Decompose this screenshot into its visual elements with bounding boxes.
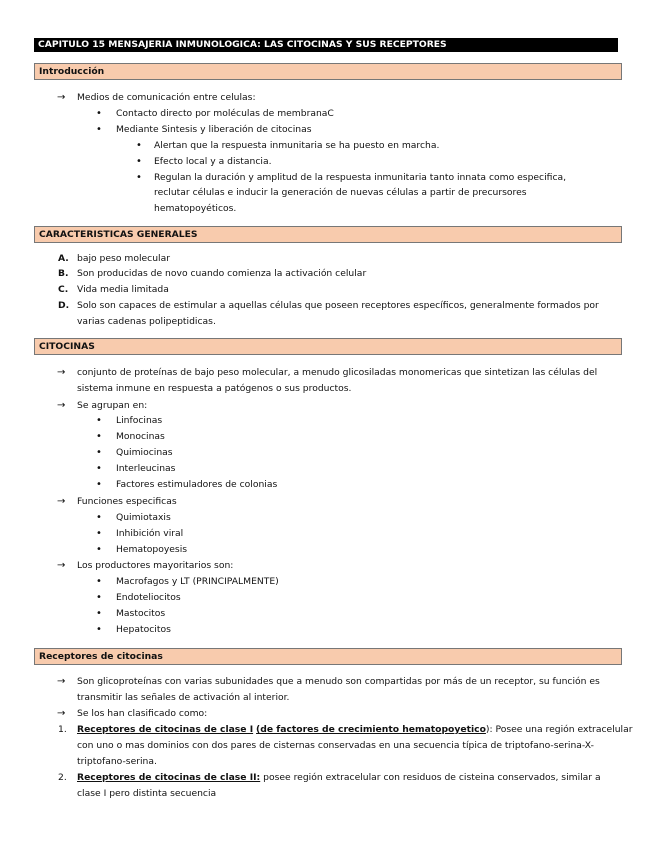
list-item: Hematopoyesis: [116, 544, 188, 555]
bullet-icon: •: [96, 528, 102, 539]
bullet-icon: •: [136, 156, 142, 167]
arrow-icon: →: [57, 92, 66, 103]
citocinas-definition: sistema inmune en respuesta a patógenos o sus productos.: [77, 383, 352, 394]
receptores-line: transmitir las señales de activación al interior.: [77, 692, 290, 703]
receptor-class-1-title: Receptores de citocinas de clase I: [77, 724, 254, 735]
bullet-icon: •: [96, 463, 102, 474]
section-header-citocinas: CITOCINAS: [34, 338, 622, 355]
bullet-icon: •: [96, 544, 102, 555]
citocinas-line: Funciones especificas: [77, 496, 177, 507]
list-item: Quimiocinas: [116, 447, 173, 458]
list-item: Macrofagos y LT (PRINCIPALMENTE): [116, 576, 279, 587]
bullet-icon: •: [96, 479, 102, 490]
bullet-icon: •: [96, 124, 102, 135]
bullet-icon: •: [96, 431, 102, 442]
bullet-icon: •: [136, 140, 142, 151]
receptor-class-1: [77, 724, 633, 736]
bullet-icon: •: [96, 415, 102, 426]
receptor-class-2-text: posee región extracelular con residuos de cisteina conservados, similar a: [260, 772, 601, 783]
list-item: Vida media limitada: [77, 284, 169, 295]
citocinas-definition: conjunto de proteínas de bajo peso molecular, a menudo glicosiladas monomericas que sintetizan las células del: [77, 367, 598, 378]
list-item-continuation: varias cadenas polipeptidicas.: [77, 316, 216, 327]
intro-line: Alertan que la respuesta inmunitaria se ha puesto en marcha.: [154, 140, 440, 151]
list-item: Inhibición viral: [116, 528, 184, 539]
citocinas-line: Se agrupan en:: [77, 400, 148, 411]
arrow-icon: →: [57, 676, 66, 687]
intro-line: Contacto directo por moléculas de membranaC: [116, 108, 334, 119]
arrow-icon: →: [57, 400, 66, 411]
section-header-receptores: Receptores de citocinas: [34, 648, 622, 665]
receptor-class-1-text: con uno o mas dominios con dos pares de cisternas conservadas en una secuencia típica de triptofano-serina-X-: [77, 740, 594, 751]
list-number: 1.: [58, 724, 67, 735]
section-header-caracteristicas: CARACTERISTICAS GENERALES: [34, 226, 622, 243]
arrow-icon: →: [57, 496, 66, 507]
list-marker: D.: [58, 300, 70, 311]
receptores-line: Son glicoproteínas con varias subunidades que a menudo son compartidas por más de un receptor, su función es: [77, 676, 600, 687]
receptor-class-1-subtitle: (de factores de crecimiento hematopoyetico: [256, 724, 486, 735]
bullet-icon: •: [96, 108, 102, 119]
list-item: Mastocitos: [116, 608, 166, 619]
list-item: Monocinas: [116, 431, 165, 442]
list-item: Son producidas de novo cuando comienza la activación celular: [77, 268, 367, 279]
bullet-icon: •: [96, 592, 102, 603]
list-item: Linfocinas: [116, 415, 163, 426]
intro-line: Mediante Sintesis y liberación de citocinas: [116, 124, 312, 135]
list-marker: A.: [58, 253, 69, 264]
list-item: Solo son capaces de estimular a aquellas células que poseen receptores específicos, generalmente formados por: [77, 300, 599, 311]
bullet-icon: •: [96, 512, 102, 523]
receptor-class-1-text: triptofano-serina.: [77, 756, 157, 767]
list-item: Endoteliocitos: [116, 592, 181, 603]
receptores-line: Se los han clasificado como:: [77, 708, 208, 719]
receptor-class-2: [77, 772, 601, 784]
list-item: bajo peso molecular: [77, 253, 170, 264]
bullet-icon: •: [96, 576, 102, 587]
list-marker: C.: [58, 284, 69, 295]
intro-line: Efecto local y a distancia.: [154, 156, 272, 167]
arrow-icon: →: [57, 367, 66, 378]
intro-line: reclutar células e inducir la generación de nuevas células a partir de precursores: [154, 187, 527, 198]
receptor-class-2-text: clase I pero distinta secuencia: [77, 788, 217, 799]
bullet-icon: •: [96, 608, 102, 619]
intro-line: Regulan la duración y amplitud de la respuesta inmunitaria tanto innata como especifica,: [154, 172, 567, 183]
list-number: 2.: [58, 772, 67, 783]
section-header-introduccion: Introducción: [34, 63, 622, 80]
receptor-class-2-title: Receptores de citocinas de clase II:: [77, 772, 261, 783]
arrow-icon: →: [57, 708, 66, 719]
bullet-icon: •: [96, 447, 102, 458]
list-item: Factores estimuladores de colonias: [116, 479, 278, 490]
list-item: Interleucinas: [116, 463, 176, 474]
bullet-icon: •: [136, 172, 142, 183]
list-marker: B.: [58, 268, 69, 279]
document-title: CAPITULO 15 MENSAJERIA INMUNOLOGICA: LAS CITOCINAS Y SUS RECEPTORES: [34, 38, 618, 52]
receptor-class-1-text: ): Posee una región extracelular: [485, 724, 633, 735]
citocinas-line: Los productores mayoritarios son:: [77, 560, 234, 571]
arrow-icon: →: [57, 560, 66, 571]
intro-line: hematopoyéticos.: [154, 203, 237, 214]
intro-line: Medios de comunicación entre celulas:: [77, 92, 256, 103]
list-item: Hepatocitos: [116, 624, 171, 635]
bullet-icon: •: [96, 624, 102, 635]
list-item: Quimiotaxis: [116, 512, 171, 523]
